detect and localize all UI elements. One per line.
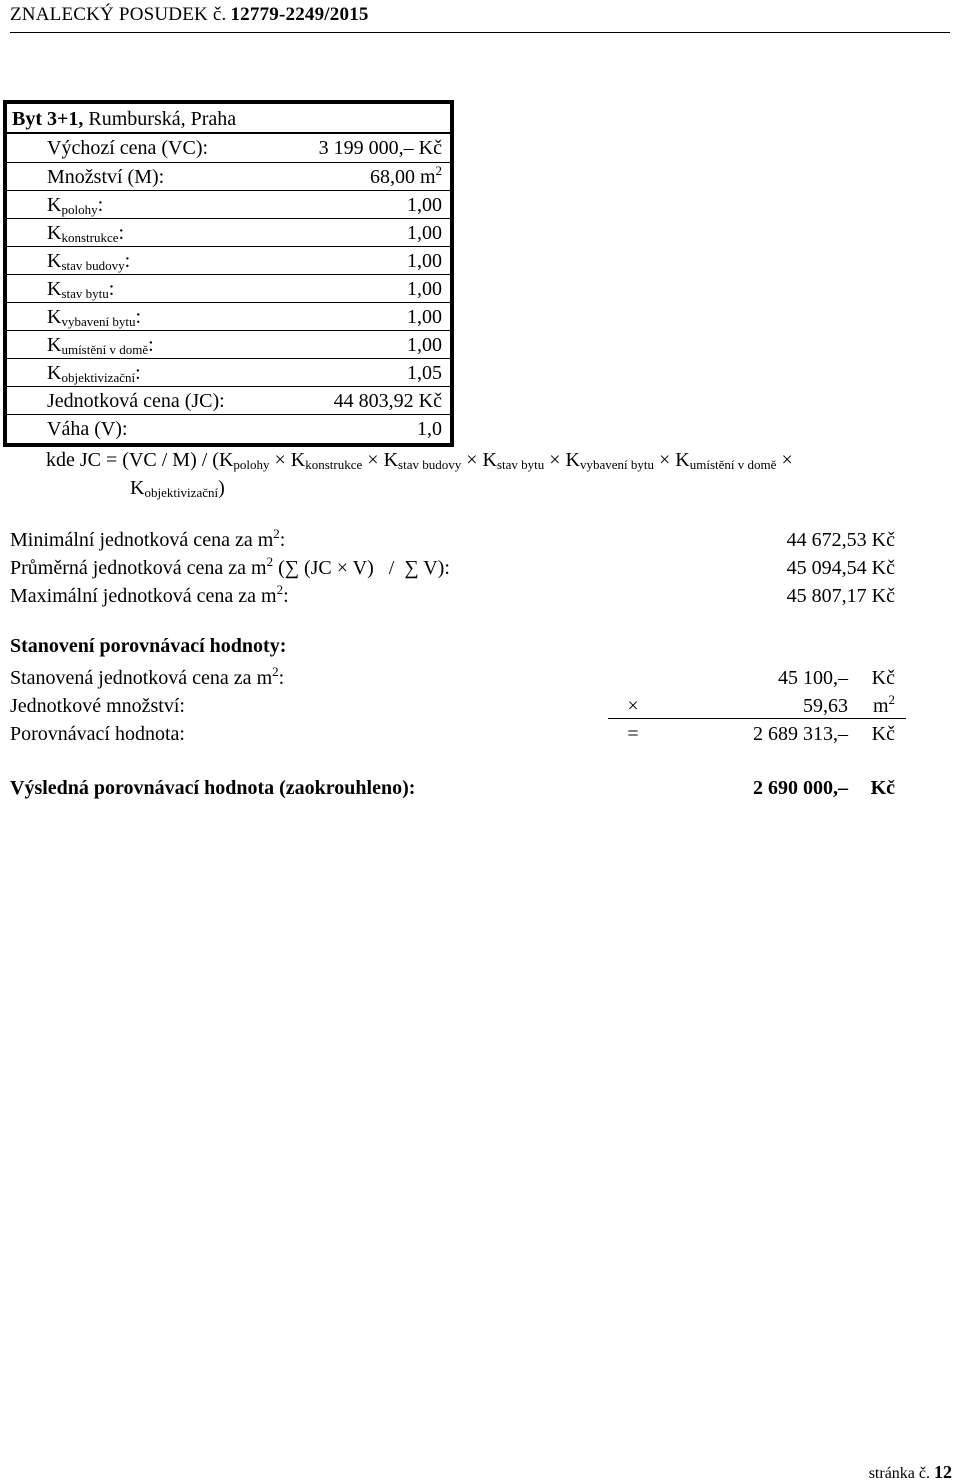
final-result — [10, 774, 895, 802]
box-label-base: K — [47, 362, 62, 384]
box-label-tail: : — [108, 278, 115, 300]
box-label-base: K — [47, 222, 62, 244]
calc-result — [10, 720, 895, 748]
header-number: 12779-2249/2015 — [230, 4, 369, 25]
calc-divider — [608, 718, 906, 719]
box-row-vaha — [7, 414, 450, 443]
stat-label: Minimální jednotková cena za m — [10, 529, 274, 551]
box-label: Množství (M): — [47, 166, 165, 188]
box-value: 44 803,92 Kč — [333, 390, 442, 412]
box-label-tail: : — [124, 250, 131, 272]
calc-unit: Kč — [871, 667, 895, 689]
calc-value: 2 689 313,– — [753, 723, 848, 745]
result-unit: Kč — [870, 777, 895, 799]
stat-value: 45 807,17 Kč — [786, 585, 895, 607]
calc-quantity: Jednotkové množství: × 59,63 $m^2$ — [10, 692, 895, 720]
calc-operator: = — [627, 723, 639, 745]
stat-value: 45 094,54 Kč — [786, 557, 895, 579]
box-row-k-stav-budovy — [7, 246, 450, 275]
calc-value: 59,63 — [803, 695, 848, 717]
box-value: 1,00 — [407, 334, 442, 356]
calc-unit: m — [872, 695, 889, 717]
box-title-bold: Byt 3+1, — [12, 108, 84, 130]
box-value-sup: 2 — [435, 163, 442, 178]
box-label-sub: konstrukce — [61, 230, 119, 245]
box-row-k-umisteni — [7, 330, 450, 359]
box-title-rest: Rumburská, Praha — [83, 108, 237, 130]
box-value: 1,0 — [417, 418, 442, 440]
box-row-k-polohy — [7, 190, 450, 219]
stat-min: Minimální jednotková cena za $m^2$: 44 672,53 Kč — [10, 526, 895, 554]
stat-label: Maximální jednotková cena za m — [10, 585, 277, 607]
stat-avg: Průměrná jednotková cena za $m^2$ (∑ (JC × V) / ∑ V): 45 094,54 Kč — [10, 554, 895, 582]
result-value: 2 690 000,– — [753, 777, 848, 799]
box-label-base: K — [47, 278, 62, 300]
calc-label: Porovnávací hodnota: — [10, 723, 185, 745]
box-value: 1,05 — [407, 362, 442, 384]
box-label-tail: : — [97, 194, 104, 216]
header-title: ZNALECKÝ POSUDEK č. — [10, 4, 227, 25]
box-row-k-objektivizacni — [7, 358, 450, 387]
box-value: 68,00 m — [369, 166, 436, 188]
box-label-base: K — [47, 306, 62, 328]
section-title: Stanovení porovnávací hodnoty: — [10, 635, 287, 657]
box-label-sub: objektivizační — [61, 370, 136, 385]
box-label: Výchozí cena (VC): — [47, 137, 209, 159]
stat-max: Maximální jednotková cena za $m^2$: 45 807,17 Kč — [10, 582, 895, 610]
box-value: 1,00 — [407, 306, 442, 328]
box-label-tail: : — [148, 334, 154, 356]
box-label-sub: vybavení bytu — [61, 314, 136, 329]
stat-value: 44 672,53 Kč — [786, 529, 895, 551]
box-title — [7, 104, 450, 134]
box-value: 1,00 — [407, 278, 442, 300]
calc-label: Stanovená jednotková cena za m — [10, 667, 273, 689]
box-label-sub: stav budovy — [61, 258, 125, 273]
footer-label: stránka č. — [868, 1465, 930, 1482]
calc-label: Jednotkové množství: — [10, 695, 185, 717]
formula-line-2: $K_{objektivizační}$) — [130, 477, 225, 500]
box-value: 1,00 — [407, 250, 442, 272]
box-label-tail: : — [118, 222, 125, 244]
box-label-base: K — [47, 250, 62, 272]
box-value: 1,00 — [407, 222, 442, 244]
calc-unit: Kč — [871, 723, 895, 745]
page-number: 12 — [934, 1462, 952, 1482]
box-label: Váha (V): — [47, 418, 128, 440]
box-row-m — [7, 162, 450, 191]
box-row-vc — [7, 134, 450, 162]
page-footer — [869, 1463, 952, 1483]
result-label: Výsledná porovnávací hodnota (zaokrouhleno): — [10, 777, 416, 799]
box-label-base: K — [47, 194, 62, 216]
formula-line-1: kde JC = $(VC / M) / (K_{polohy} \times K_{konstrukce} \times K_{stav budovy} \times K_{stav bytu} \times K_{vybavení bytu} \times K_{umístění v domě}$ × — [46, 449, 793, 472]
calc-value: 45 100,– — [778, 667, 848, 689]
box-label-tail: : — [135, 306, 142, 328]
calc-operator: × — [627, 695, 639, 717]
box-value: 1,00 — [407, 194, 442, 216]
stat-label: Průměrná jednotková cena za m — [10, 557, 267, 579]
box-row-k-vybaveni — [7, 302, 450, 331]
valuation-box — [3, 100, 454, 447]
box-value: 3 199 000,– Kč — [318, 137, 442, 159]
box-row-k-konstrukce — [7, 218, 450, 247]
calc-unit-price: Stanovená jednotková cena za $m^2$: 45 100,– Kč — [10, 664, 895, 692]
box-row-jc — [7, 386, 450, 415]
box-label-sub: umístění v domě — [61, 342, 149, 357]
page-header — [10, 2, 950, 33]
box-row-k-stav-bytu — [7, 274, 450, 303]
box-label: Jednotková cena (JC): — [47, 390, 225, 412]
box-label-tail: : — [135, 362, 141, 384]
box-label-base: K — [47, 334, 62, 356]
box-label-sub: stav bytu — [61, 286, 109, 301]
box-label-sub: polohy — [61, 202, 98, 217]
